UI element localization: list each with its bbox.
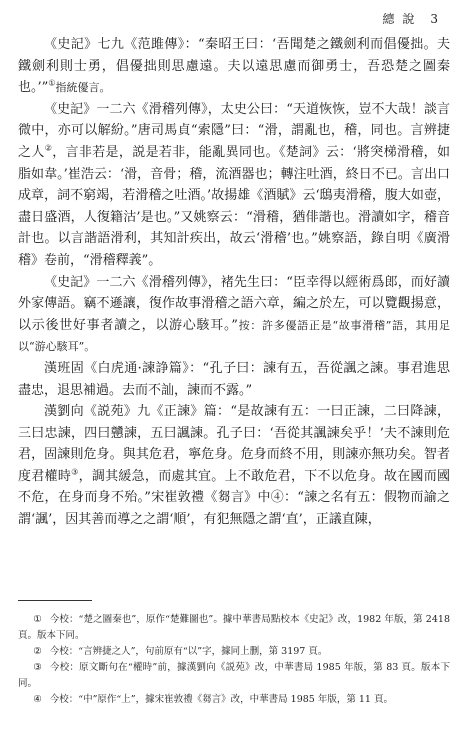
paragraph-text: 《史記》七九《范雎傳》：“秦昭王曰：‘吾聞楚之鐵劍利而倡優拙。夫鐵劍利則士勇，倡優拙則思慮遠。夫以遠思慮而御勇士，吾恐楚之圖秦也。’” — [18, 37, 450, 96]
footnote-ref[interactable]: ① — [48, 78, 56, 88]
paragraph-text: 漢班固《白虎通·諫諍篇》：“孔子曰：諫有五，吾從諷之諫。事君進思盡忠，退思補過。去而不訕，諫而不露。” — [18, 360, 450, 398]
footnote — [18, 692, 450, 708]
footnote-text: 今校：原文斷句在“權時”前，據漢劉向《説苑》改，中華書局 1985 年版，第 83 頁。版本下同。 — [18, 662, 450, 689]
footnote-text: 今校：“楚之圖秦也”，原作“楚難圖也”。據中華書局點校本《史記》改，1982 年版，第 2418 頁。版本下同。 — [18, 614, 450, 641]
footnote-text: 今校：“中”原作“上”，據宋崔敦禮《芻言》改，中華書局 1985 年版，第 11 頁。 — [49, 694, 393, 705]
paragraph — [18, 401, 450, 531]
page-number: 3 — [430, 12, 440, 26]
running-header — [383, 10, 440, 27]
footnote-mark: ④ — [33, 694, 42, 705]
paragraph-text: 《史記》一二六《滑稽列傳》，褚先生曰：“臣幸得以經術爲郎，而好讀外家傳語。竊不遜讓，復作故事滑稽之語六章，編之於左，可以覽觀揚意，以示後世好事者讀之，以游心駭耳。” — [18, 274, 450, 333]
paragraph-text-cont: ，調其緩急，而處其宜。上不敢危君，下不以危身。故在國而國不危，在身而身不殆。”宋崔敦禮《芻言》中④：“諫之名有五：假物而諭之謂‘諷’，因其善而導之之謂‘順’，有犯無隱之謂‘直’，正議直陳， — [18, 468, 450, 528]
footnote — [18, 660, 450, 692]
footnote-divider — [18, 600, 92, 601]
editor-note: 指統優言。 — [55, 81, 111, 95]
footnote-text: 今校：“言辨捷之人”，句前原有“以”字，據同上删，第 3197 頁。 — [49, 646, 328, 657]
footnote-ref[interactable]: ② — [44, 143, 53, 153]
running-title: 總 說 — [382, 12, 417, 26]
footnotes — [18, 612, 450, 708]
footnote — [18, 612, 450, 644]
paragraph — [18, 34, 450, 99]
footnote-ref[interactable]: ③ — [71, 467, 79, 477]
paragraph-text: 漢劉向《説苑》九《正諫》篇：“是故諫有五：一曰正諫，二曰降諫，三曰忠諫，四曰戇諫，五曰諷諫。孔子曰：‘吾從其諷諫矣乎！’夫不諫則危君，固諫則危身。與其危君，寧危身。危身而終不用，則諫亦無功矣。智者度君權時 — [18, 404, 450, 484]
paragraph-text-cont: ，言非若是，説是若非，能亂異同也。《楚詞》云：‘將突梯滑稽，如脂如韋。’崔浩云：‘滑，音骨；稽，流酒器也；轉注吐酒，終日不已。言出口成章，詞不窮竭，若滑稽之吐酒。’故揚雄《酒賦》云‘鴟夷滑稽，腹大如壺，盡日盛酒，人復籍沽’是也。”又姚察云：“滑稽，猶俳諧也。滑讀如字，稽音計也。以言諧語滑利，其知計疾出，故云‘滑稽’也。”姚察語，錄自明《廣滑稽》卷前，“滑稽釋義”。 — [18, 144, 450, 268]
paragraph-text: 《史記》一二六《滑稽列傳》，太史公曰：“天道恢恢，豈不大哉！談言微中，亦可以解紛。”唐司馬貞“索隱”曰：“滑，謂亂也，稽，同也。言辨捷之人 — [18, 101, 450, 160]
paragraph — [18, 272, 450, 358]
footnote-mark: ③ — [33, 662, 42, 673]
paragraph — [18, 358, 450, 401]
main-text — [18, 34, 450, 531]
footnote-mark: ② — [33, 646, 42, 657]
footnote — [18, 644, 450, 660]
footnote-mark: ① — [33, 614, 42, 625]
paragraph — [18, 99, 450, 272]
editor-note: 按：許多優語正是“故事滑稽”語，其用足以“游心駭耳”。 — [18, 318, 450, 354]
